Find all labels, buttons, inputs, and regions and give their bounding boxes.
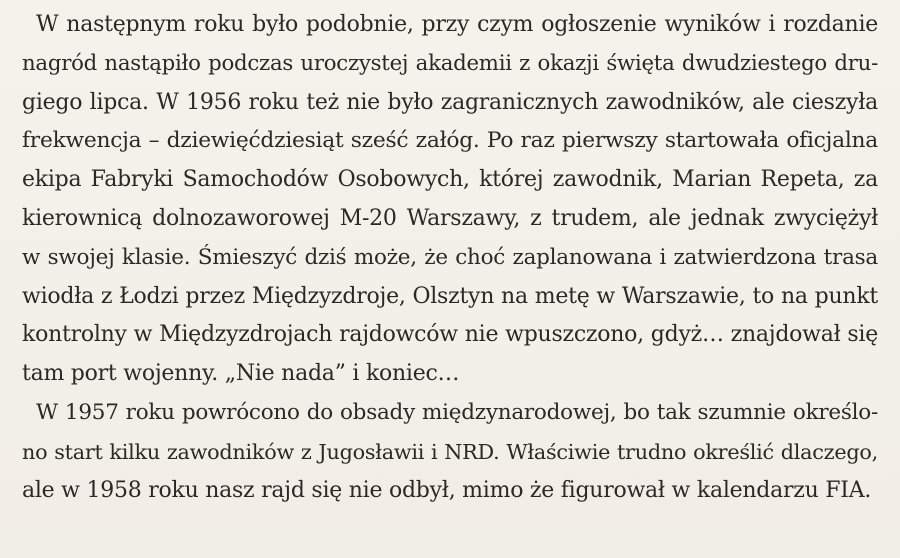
paragraph-1-line-1: W następnym roku było podobnie, przy czym ogłoszenie wyników i rozdanie bbox=[36, 12, 878, 37]
paragraph-1-line-4: frekwencja – dziewięćdziesiąt sześć załóg. Po raz pierwszy startowała oficjalna bbox=[22, 128, 878, 154]
paragraph-1-line-2: nagród nastąpiło podczas uroczystej akademii z okazji święta dwudziestego dru- bbox=[22, 50, 878, 76]
paragraph-2-line-1: W 1957 roku powrócono do obsady międzynarodowej, bo tak szumnie określo- bbox=[36, 399, 878, 425]
paragraph-1-line-8: wiodła z Łodzi przez Międzyzdroje, Olsztyn na metę w Warszawie, to na punkt bbox=[22, 283, 878, 309]
paragraph-1-line-10: tam port wojenny. „Nie nada” i koniec… bbox=[22, 361, 460, 387]
paragraph-1-line-9: kontrolny w Międzyzdrojach rajdowców nie wpuszczono, gdyż… znajdował się bbox=[22, 322, 878, 348]
paragraph-1-line-3: giego lipca. W 1956 roku też nie było zagranicznych zawodników, ale cieszyła bbox=[22, 89, 878, 115]
paragraph-1-line-5: ekipa Fabryki Samochodów Osobowych, której zawodnik, Marian Repeta, za bbox=[22, 167, 878, 193]
paragraph-1-line-6: kierownicą dolnozaworowej M-20 Warszawy, z trudem, ale jednak zwyciężył bbox=[22, 205, 878, 231]
paragraph-2-line-3: ale w 1958 roku nasz rajd się nie odbył, mimo że figurował w kalendarzu FIA. bbox=[22, 477, 872, 503]
paragraph-1-line-7: w swojej klasie. Śmieszyć dziś może, że choć zaplanowana i zatwierdzona trasa bbox=[22, 244, 878, 270]
paragraph-2-line-2: no start kilku zawodników z Jugosławii i NRD. Właściwie trudno określić dlaczego, bbox=[22, 439, 878, 464]
